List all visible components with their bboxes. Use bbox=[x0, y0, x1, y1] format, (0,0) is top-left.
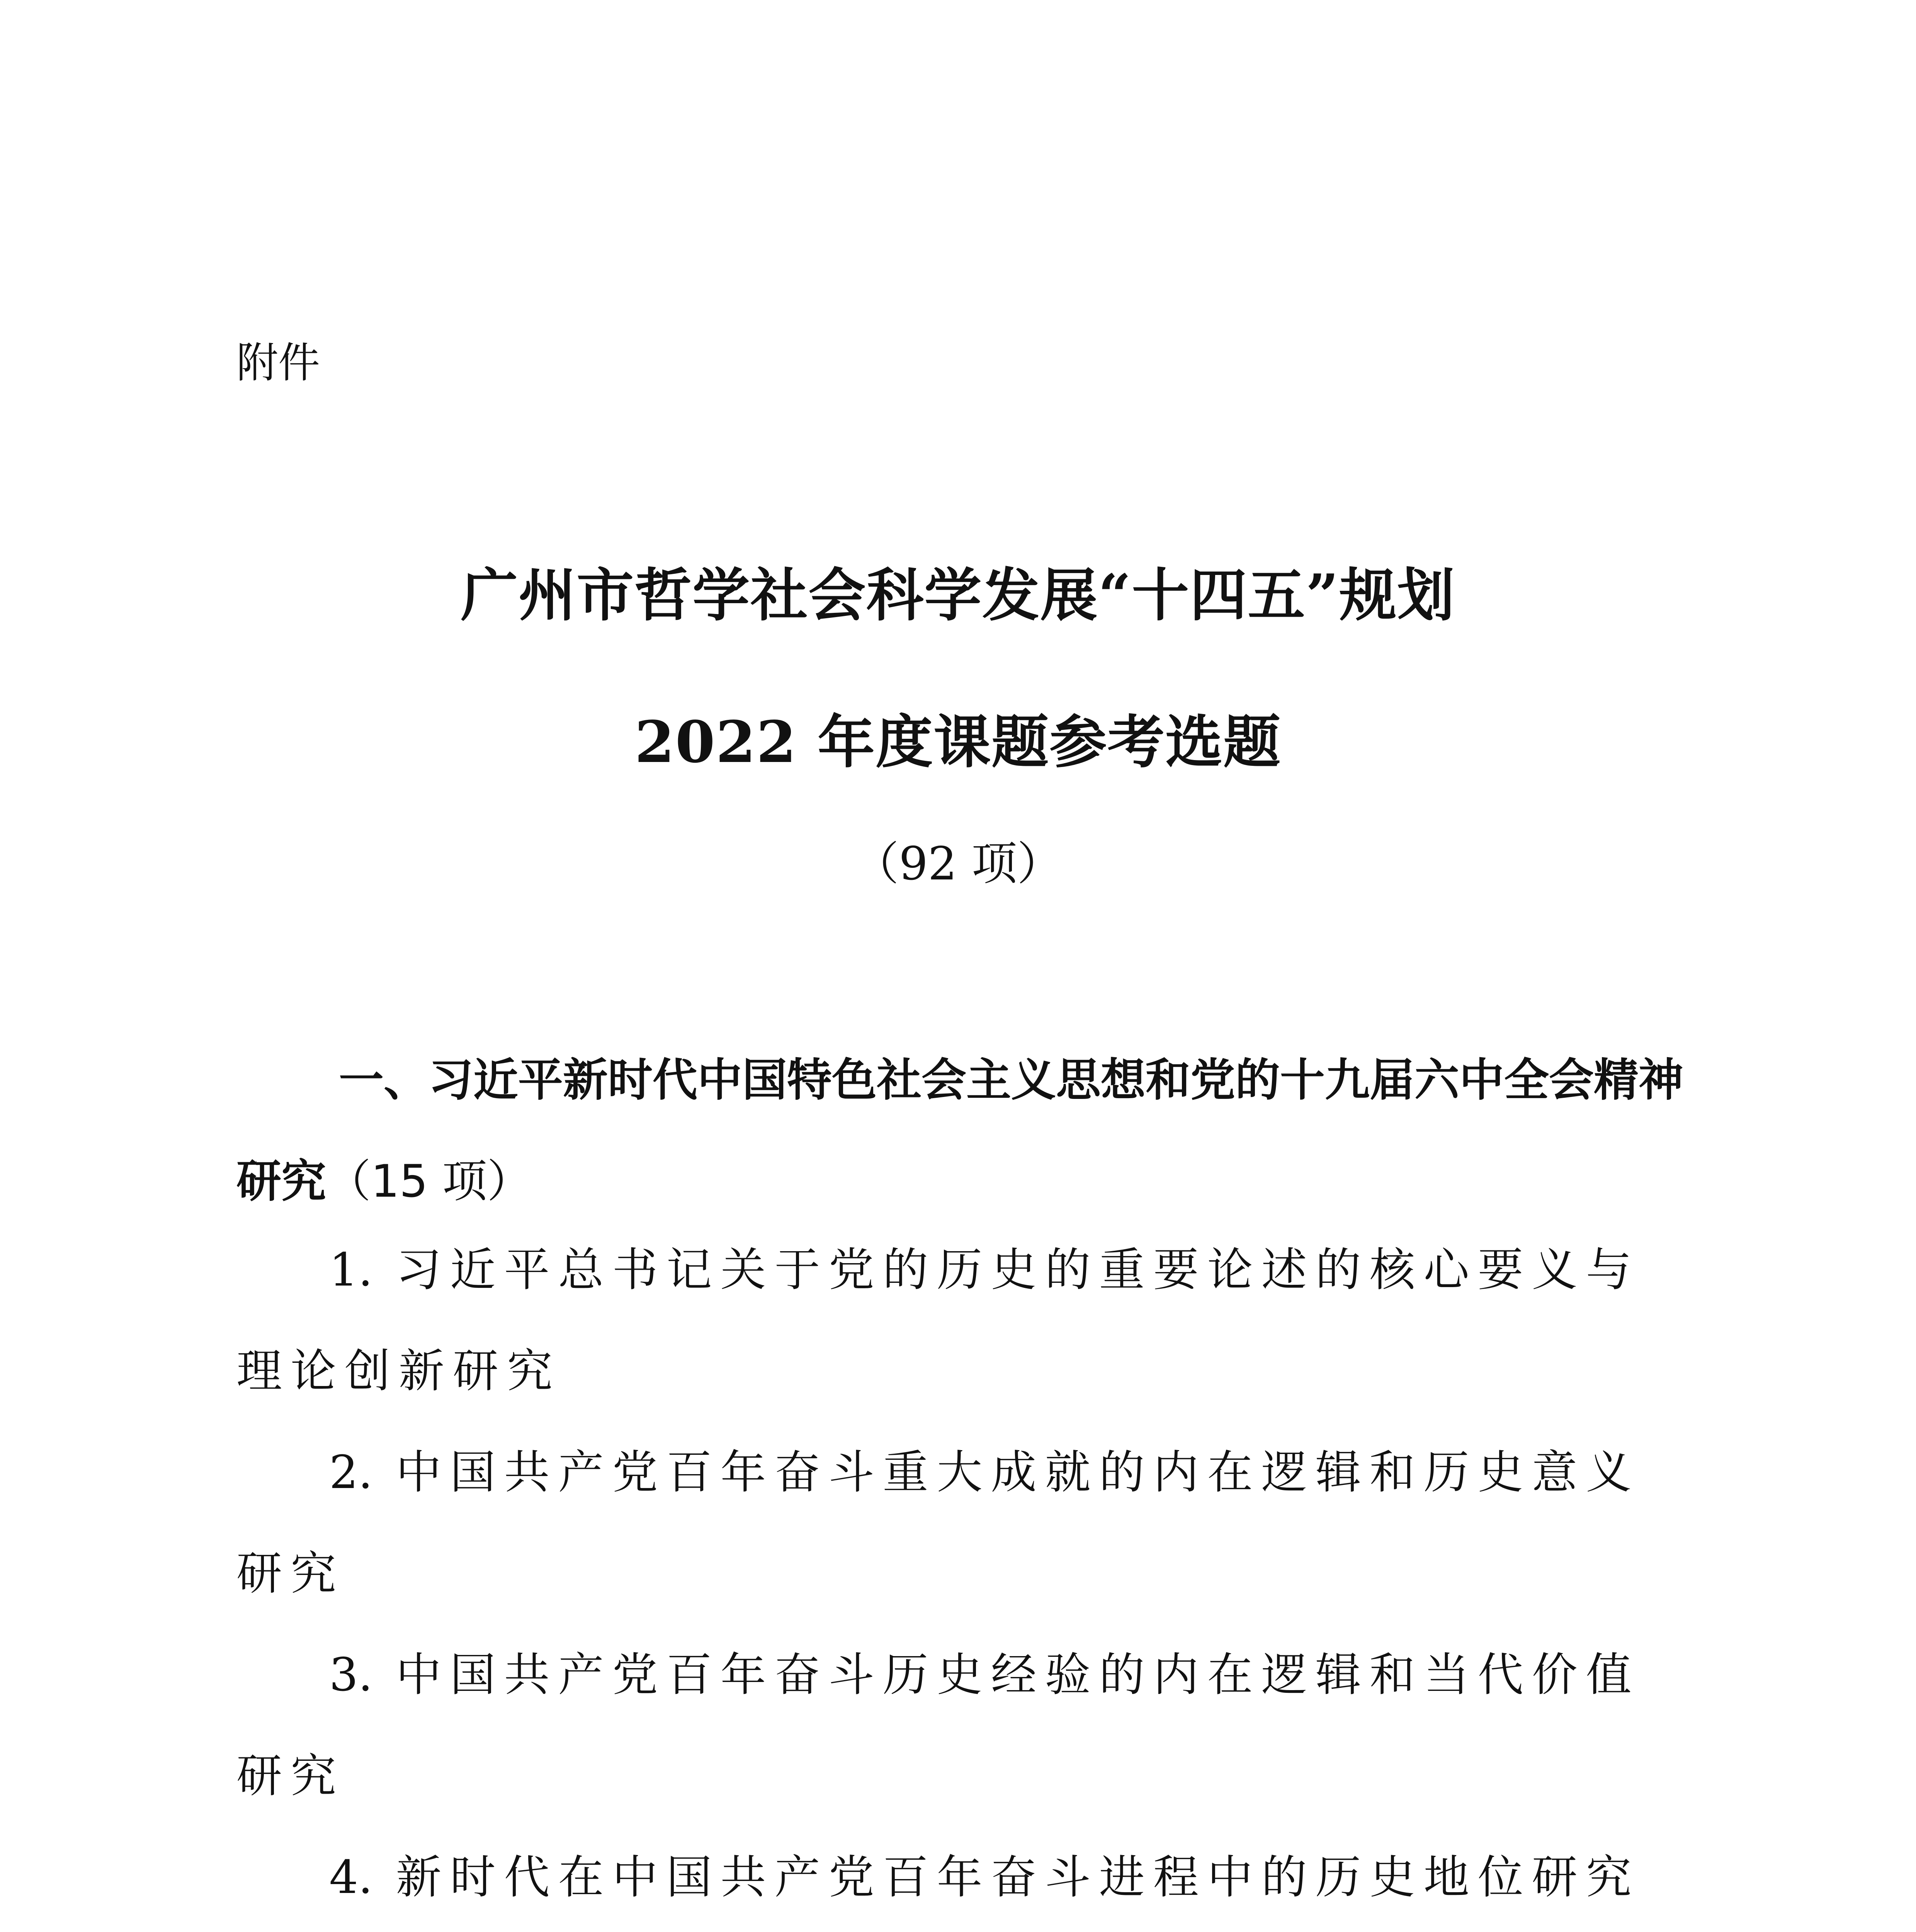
item-number: 3. bbox=[329, 1648, 373, 1701]
section-count: （15 项） bbox=[326, 1155, 532, 1208]
list-item bbox=[236, 1827, 1681, 1928]
attachment-label: 附件 bbox=[236, 339, 320, 387]
document-title-line-2: 2022 年度课题参考选题 bbox=[634, 708, 1282, 776]
topic-count: （92 项） bbox=[853, 837, 1063, 890]
item-text: 中国共产党百年奋斗重大成就的内在逻辑和历史意义研究 bbox=[236, 1446, 1640, 1600]
item-text: 中国共产党百年奋斗历史经验的内在逻辑和当代价值研究 bbox=[236, 1648, 1640, 1803]
item-number: 4. bbox=[329, 1850, 373, 1904]
list-item bbox=[236, 1624, 1681, 1827]
document-title-line-1: 广州市哲学社会科学发展“十四五”规划 bbox=[461, 561, 1455, 629]
item-number: 2. bbox=[329, 1446, 373, 1499]
list-item bbox=[236, 1219, 1681, 1422]
topic-list bbox=[236, 1219, 1681, 1932]
item-number: 1. bbox=[329, 1243, 373, 1296]
list-item bbox=[236, 1928, 1681, 1932]
section-heading bbox=[236, 1030, 1689, 1232]
list-item bbox=[236, 1422, 1681, 1624]
section-heading-text: 一、习近平新时代中国特色社会主义思想和党的十九届六中全会精神研究 bbox=[236, 1054, 1683, 1208]
item-text: 新时代在中国共产党百年奋斗进程中的历史地位研究 bbox=[396, 1850, 1640, 1904]
item-text: 习近平总书记关于党的历史的重要论述的核心要义与理论创新研究 bbox=[236, 1243, 1640, 1398]
